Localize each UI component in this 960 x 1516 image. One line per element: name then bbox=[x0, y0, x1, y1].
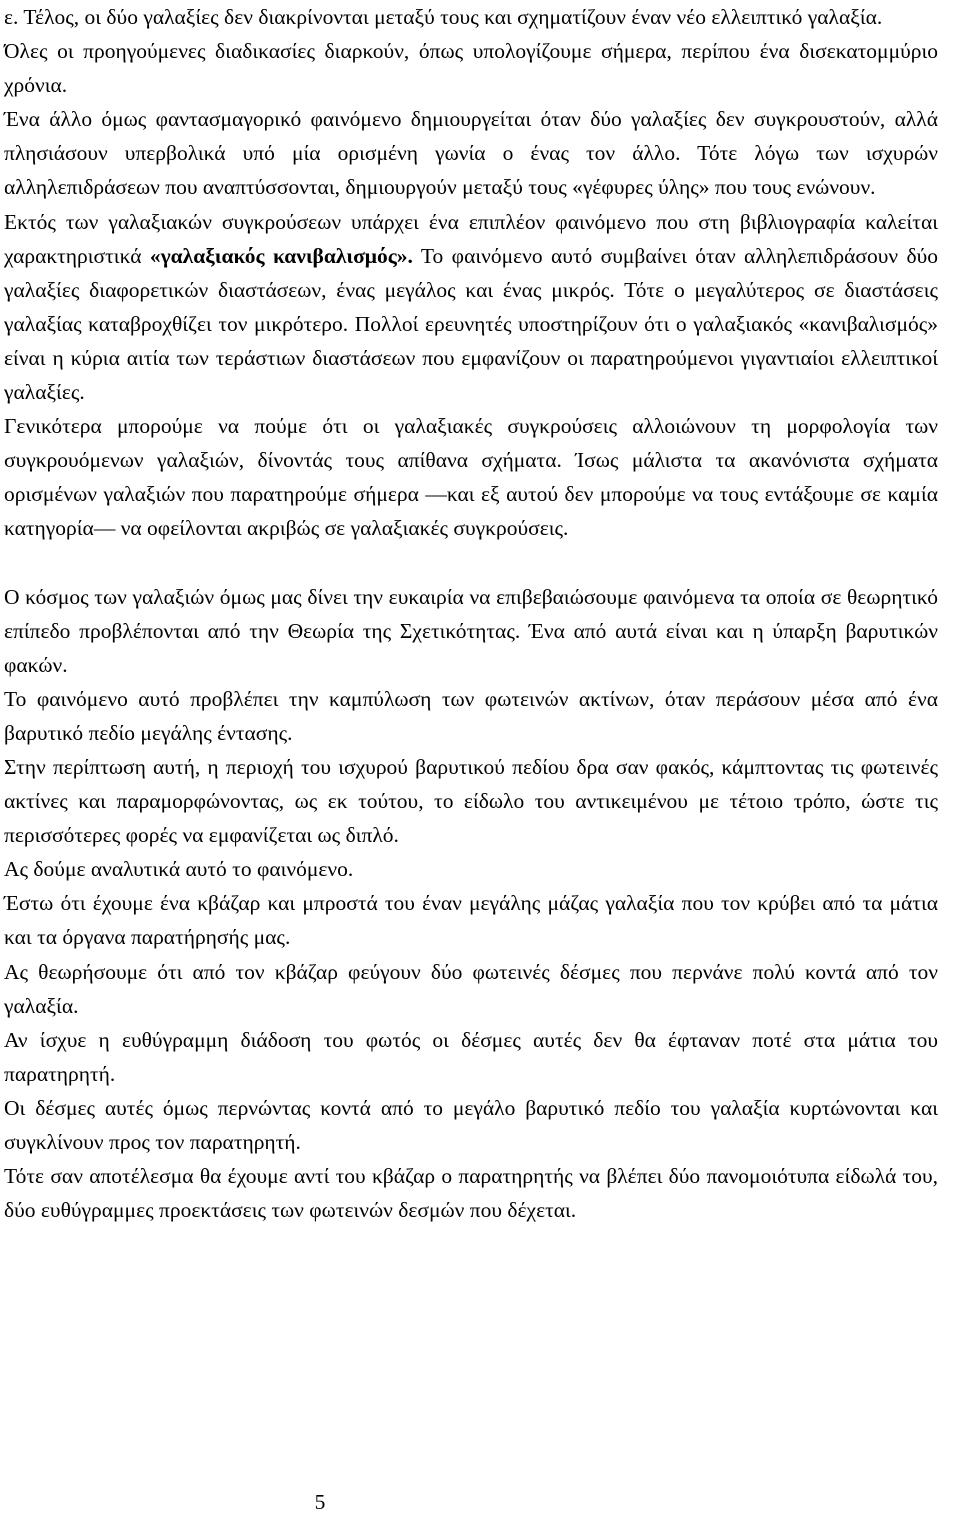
paragraph-double-image: Τότε σαν αποτέλεσμα θα έχουμε αντί του κβάζαρ ο παρατηρητής να βλέπει δύο πανομοιότυπα είδωλά του, δύο ευθύγραμμες προεκτάσεις των φωτεινών δεσμών που δέχεται. bbox=[4, 1164, 938, 1223]
paragraph-galactic-cannibalism bbox=[4, 205, 938, 410]
paragraph-lens-effect: Στην περίπτωση αυτή, η περιοχή του ισχυρού βαρυτικού πεδίου δρα σαν φακός, κάμπτοντας τις φωτεινές ακτίνες και παραμορφώνοντας, ως εκ τούτου, το είδωλο του αντικειμένου με τέτοιο τρόπο, ώστε τις περισσότερες φορές να εμφανίζεται ως διπλό. bbox=[4, 754, 938, 848]
paragraph-duration: Όλες οι προηγούμενες διαδικασίες διαρκούν, όπως υπολογίζουμε σήμερα, περίπου ένα δισεκατομμύριο χρόνια. bbox=[4, 39, 938, 98]
paragraph-light-beams: Ας θεωρήσουμε ότι από τον κβάζαρ φεύγουν δύο φωτεινές δέσμες που περνάνε πολύ κοντά από τον γαλαξία. bbox=[4, 959, 938, 1018]
paragraph-morphology: Γενικότερα μπορούμε να πούμε ότι οι γαλαξιακές συγκρούσεις αλλοιώνουν τη μορφολογία των συγκρουόμενων γαλαξιών, δίνοντάς τους απίθανα σχήματα. Ίσως μάλιστα τα ακανόνιστα σχήματα ορισμένων γαλαξιών που παρατηρούμε σήμερα —και εξ αυτού δεν μπορούμε να τους εντάξουμε σε καμία κατηγορία— να οφείλονται ακριβώς σε γαλαξιακές συγκρούσεις. bbox=[4, 414, 938, 541]
cannibalism-body-text: Το φαινόμενο αυτό συμβαίνει όταν αλληλεπιδράσουν δύο γαλαξίες διαφορετικών διαστάσεων, ένας μεγάλος και ένας μικρός. Τότε ο μεγαλύτερος σε διαστάσεις γαλαξίας καταβροχθίζει τον μικρότερο. Πολλοί ερευνητές υποστηρίζουν ότι ο γαλαξιακός «κανιβαλισμός» είναι η κύρια αιτία των τεράστιων διαστάσεων που εμφανίζουν οι παρατηρούμενοι γιγαντιαίοι ελλειπτικοί γαλαξίες. bbox=[4, 243, 938, 405]
paragraph-beam-convergence: Οι δέσμες αυτές όμως περνώντας κοντά από το μεγάλο βαρυτικό πεδίο του γαλαξία κυρτώνονται και συγκλίνουν προς τον παρατηρητή. bbox=[4, 1095, 938, 1154]
paragraph-matter-bridges: Ένα άλλο όμως φαντασμαγορικό φαινόμενο δημιουργείται όταν δύο γαλαξίες δεν συγκρουστούν, αλλά πλησιάσουν υπερβολικά υπό μία ορισμένη γωνία ο ένας τον άλλο. Τότε λόγω των ισχυρών αλληλεπιδράσεων που αναπτύσσονται, δημιουργούν μεταξύ τους «γέφυρες ύλης» που τους ενώνουν. bbox=[4, 107, 938, 200]
paragraph-analysis-intro: Ας δούμε αναλυτικά αυτό το φαινόμενο. bbox=[4, 857, 354, 882]
cannibalism-intro-text: Εκτός των γαλαξιακών συγκρούσεων υπάρχει ένα επιπλέον φαινόμενο που στη βιβλιογραφία καλείται χαρακτηριστικά bbox=[4, 209, 938, 268]
document-page bbox=[4, 0, 938, 1227]
page-number: 5 bbox=[314, 1490, 326, 1514]
paragraph-straight-propagation: Αν ίσχυε η ευθύγραμμη διάδοση του φωτός οι δέσμες αυτές δεν θα έφταναν ποτέ στα μάτια του παρατηρητή. bbox=[4, 1027, 938, 1086]
paragraph-galaxy-merger-ending: ε. Τέλος, οι δύο γαλαξίες δεν διακρίνονται μεταξύ τους και σχηματίζουν έναν νέο ελλειπτικό γαλαξία. bbox=[4, 5, 883, 29]
paragraph-quasar-setup: Έστω ότι έχουμε ένα κβάζαρ και μπροστά του έναν μεγάλης μάζας γαλαξία που τον κρύβει από τα μάτια και τα όργανα παρατήρησής μας. bbox=[4, 891, 938, 950]
paragraph-relativity: Ο κόσμος των γαλαξιών όμως μας δίνει την ευκαιρία να επιβεβαιώσουμε φαινόμενα τα οποία σε θεωρητικό επίπεδο προβλέπονται από την Θεωρία της Σχετικότητας. Ένα από αυτά είναι και η ύπαρξη βαρυτικών φακών. bbox=[4, 584, 938, 677]
paragraph-light-bending: Το φαινόμενο αυτό προβλέπει την καμπύλωση των φωτεινών ακτίνων, όταν περάσουν μέσα από ένα βαρυτικό πεδίο μεγάλης έντασης. bbox=[4, 686, 938, 745]
cannibalism-term: «γαλαξιακός κανιβαλισμός». bbox=[149, 243, 413, 268]
